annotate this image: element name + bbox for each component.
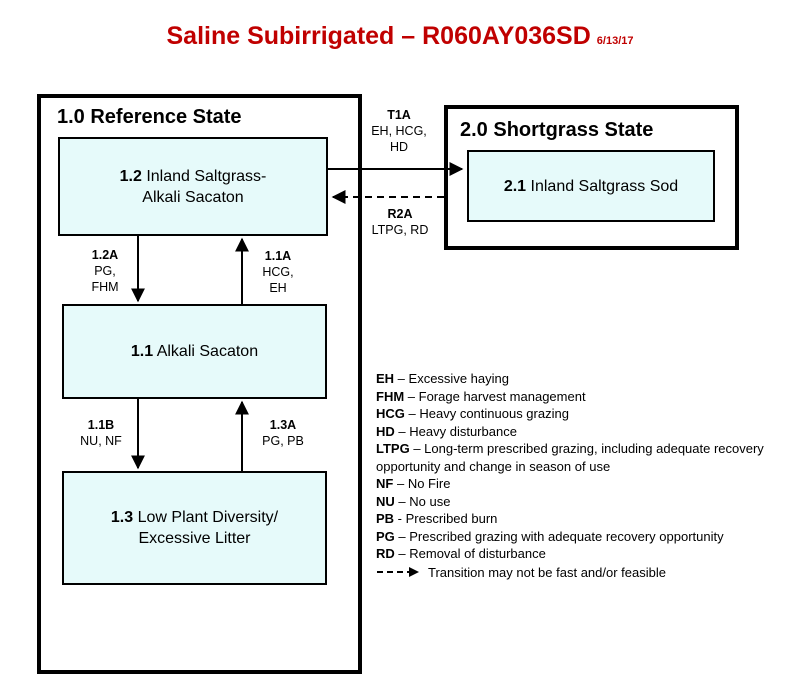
title-main: Saline Subirrigated – R060AY036SD — [166, 22, 591, 50]
community-1-1-name: Alkali Sacaton — [156, 343, 259, 360]
shortgrass-state-title: 2.0 Shortgrass State — [460, 119, 654, 141]
community-1-3-name-line2: Excessive Litter — [138, 530, 251, 547]
community-1-1-number: 1.1 — [130, 343, 154, 360]
legend-item: HD – Heavy disturbance — [376, 423, 517, 439]
community-2-1-name: Inland Saltgrass Sod — [530, 177, 679, 195]
community-1-3-number: 1.3 — [110, 509, 134, 526]
title-date: 6/13/17 — [596, 35, 634, 47]
legend-item: PB - Prescribed burn — [376, 511, 498, 526]
label-1-1b-code: 1.1B — [87, 418, 115, 432]
label-1-3a-line1: PG, PB — [262, 434, 304, 448]
label-t1a-line1: EH, HCG, — [371, 124, 427, 138]
community-1-2-name-line2: Alkali Sacaton — [142, 188, 244, 206]
label-r2a — [362, 206, 438, 238]
label-1-2a-line1: PG, — [94, 264, 116, 278]
label-r2a-code: R2A — [387, 207, 413, 221]
community-1-2-name-line1: Inland Saltgrass- — [146, 167, 267, 185]
legend-item: RD – Removal of disturbance — [376, 546, 546, 561]
label-1-3a — [253, 417, 313, 449]
label-t1a-line2: HD — [389, 140, 409, 154]
legend-item: EH – Excessive haying — [376, 371, 509, 386]
legend-item: PG – Prescribed grazing with adequate recovery opportunity — [376, 528, 724, 544]
legend-dashed-note: Transition may not be fast and/or feasible — [428, 564, 666, 580]
label-t1a — [364, 107, 434, 155]
legend — [376, 370, 771, 581]
reference-state-title: 1.0 Reference State — [57, 106, 242, 128]
dashed-arrow-icon — [376, 567, 420, 577]
label-1-1b-line1: NU, NF — [80, 434, 122, 448]
label-1-1a-line2: EH — [269, 281, 287, 295]
label-1-3a-code: 1.3A — [269, 418, 297, 432]
label-r2a-line1: LTPG, RD — [371, 223, 429, 237]
label-1-2a-line2: FHM — [91, 280, 119, 294]
label-1-1a — [256, 248, 300, 296]
legend-item: NF – No Fire — [376, 476, 451, 491]
legend-dashed-arrow-item — [376, 564, 771, 582]
label-1-1b — [72, 417, 130, 449]
community-1-3-name-line1: Low Plant Diversity/ — [137, 509, 279, 526]
label-1-1a-line1: HCG, — [262, 265, 294, 279]
legend-item: FHM – Forage harvest management — [376, 388, 586, 404]
label-1-2a-code: 1.2A — [91, 248, 119, 262]
label-1-1a-code: 1.1A — [264, 249, 292, 263]
community-2-1-number: 2.1 — [503, 177, 527, 195]
legend-item: HCG – Heavy continuous grazing — [376, 406, 569, 421]
legend-item: NU – No use — [376, 493, 451, 509]
community-1-2-number: 1.2 — [119, 167, 142, 185]
label-1-2a — [82, 247, 128, 295]
legend-item: LTPG – Long-term prescribed grazing, including adequate recovery opportunity and change in season of use — [376, 441, 764, 474]
label-t1a-code: T1A — [387, 108, 411, 122]
